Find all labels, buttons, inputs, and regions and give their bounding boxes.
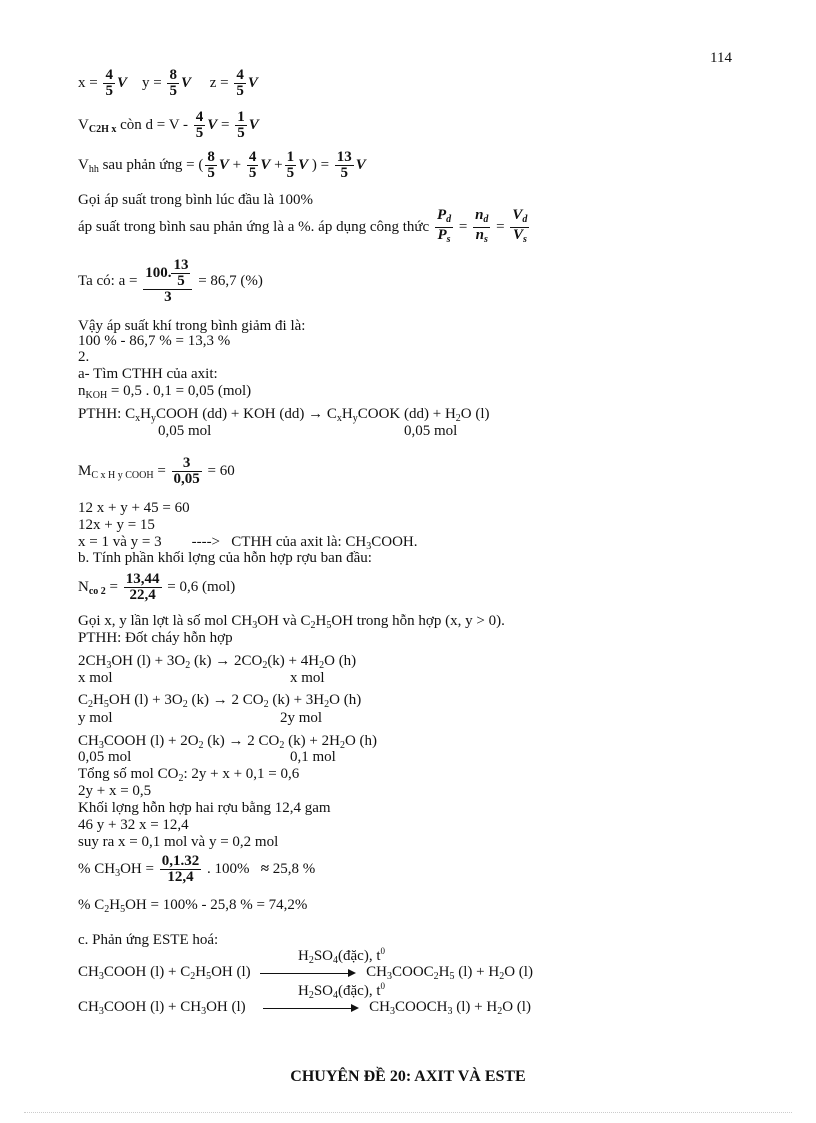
eq-molar-mass: $M_{C x H y COOH}$ = $\frac{3}{0,05}$ = 60 — [78, 455, 235, 487]
reaction-condition-1: $H_2SO_4(đặc)$, $t^0$ — [298, 946, 386, 966]
text-part-c: c. Phản ứng ESTE hoá: — [78, 932, 219, 948]
formula-pressure: áp suất trong bình sau phản ứng là a %. áp dụng công thức $\frac{P_d}{P_s}$ = $\frac{n_d}{n_s}$ = $\frac{V_d}{V_s}$ — [78, 207, 528, 245]
text-initial-pressure: Gọi áp suất trong bình lúc đầu là 100% — [78, 192, 313, 208]
eq-percent-c2h5oh: % $C_2H_5OH = 100\% - 25,8$ % = 74,2% — [78, 897, 308, 915]
eq-line-29: 2y + x = 0,5 — [78, 783, 152, 799]
eq-xyz: x = $\frac{4}{5}$ V y = $\frac{8}{5}$ V z = $\frac{4}{5}$ V — [78, 67, 258, 99]
mol-row-4: 0,05 mol 0,1 mol — [78, 749, 336, 765]
eq-a-value: Ta có: a = 100. $\frac{13}{5}$ 3 = 86,7 (%) — [78, 257, 263, 305]
eq-ester-1: $CH_3COOH$ $(l) + C_2H_5OH$ (l) $CH_3COOC_2H_5$ $(l) + H_2O$ (l) — [78, 964, 533, 982]
mol-row-3: y mol 2y mol — [78, 710, 323, 726]
eq-nkoh: $n_{KOH} = 0,5$ . 0,1 = 0,05 (mol) — [78, 383, 252, 401]
mol-row-2: x mol x mol — [78, 670, 325, 686]
eq-acid-koh: PTHH: $C_xH_yCOOH$ (dd) + KOH $(dd) \to C_xH_yCOOK$ $(dd) + H_2O$ (l) — [78, 406, 490, 424]
chapter-title: CHUYÊN ĐỀ 20: AXIT VÀ ESTE — [290, 1068, 526, 1085]
eq-line-15: 12 x + y + 45 = 60 — [78, 500, 190, 516]
reaction-condition-2: $H_2SO_4(đặc)$, $t^0$ — [298, 981, 386, 1001]
arrow-icon — [260, 967, 356, 979]
eq-percent-ch3oh: % $CH_3OH$ = $\frac{0,1.32}{12,4}$ . 100% ≈ 25,8 % — [78, 853, 316, 885]
eq-nco2: $N_{co 2}$ = $\frac{13,44}{22,4}$ = 0,6 (mol) — [78, 571, 236, 603]
text-part-b: b. Tính phần khối lợng của hỗn hợp rợu ban đầu: — [78, 550, 372, 566]
eq-c2h5oh-burn: $C_2H_5OH$ $(l) + 3O_2$ (k) → 2 $CO_2$ $(k) + 3H_2O$ (h) — [78, 692, 362, 710]
text-mass: Khối lợng hỗn hợp hai rợu bằng 12,4 gam — [78, 800, 331, 816]
page-number: 114 — [710, 50, 732, 66]
eq-line-32: suy ra x = 0,1 mol và y = 0,2 mol — [78, 834, 279, 850]
arrow-icon — [263, 1002, 359, 1014]
page-divider — [24, 1112, 792, 1113]
eq-ch3oh-burn: $2CH_3OH$ $(l) + 3O_2$ $(k) \to 2CO_2(k) + 4H_2O$ (h) — [78, 653, 357, 671]
eq-line-16: 12x + y = 15 — [78, 517, 155, 533]
section-2: 2. — [78, 349, 90, 365]
eq-line-17: x = 1 và y = 3 ----> CTHH của axit là: $CH_3COOH$. — [78, 534, 418, 552]
text-let-xy: Gọi x, y lần lợt là số mol $CH_3OH$ và $C_2H_5OH$ trong hỗn hợp (x, y > 0). — [78, 613, 505, 631]
eq-ester-2: $CH_3COOH$ $(l) + CH_3OH$ (l) $CH_3COOCH_3$ $(l) + H_2O$ (l) — [78, 999, 531, 1017]
eq-vc2hx: $V_{C2H x}$ còn d = V - $\frac{4}{5}$ V = $\frac{1}{5}$ V — [78, 109, 259, 141]
text-pressure-drop: Vậy áp suất khí trong bình giảm đi là: — [78, 318, 306, 334]
eq-vhh: $V_{hh}$ sau phản ứng = ( $\frac{8}{5}$ V + $\frac{4}{5}$ V + $\frac{1}{5}$ V ) = $\frac{13}{5}$ V — [78, 149, 366, 181]
text-drop-calc: 100 % - 86,7 % = 13,3 % — [78, 333, 231, 349]
eq-acid-burn: $CH_3COOH$ $(l) + 2O_2$ (k) → 2 $CO_2$ $(k) + 2H_2O$ (h) — [78, 733, 378, 751]
text-combustion: PTHH: Đốt cháy hỗn hợp — [78, 630, 233, 646]
text-find-acid: a- Tìm CTHH của axit: — [78, 366, 218, 382]
text-total-co2: Tổng số mol $CO_2$: 2y + x + 0,1 = 0,6 — [78, 766, 300, 784]
eq-line-31: 46 y + 32 x = 12,4 — [78, 817, 189, 833]
